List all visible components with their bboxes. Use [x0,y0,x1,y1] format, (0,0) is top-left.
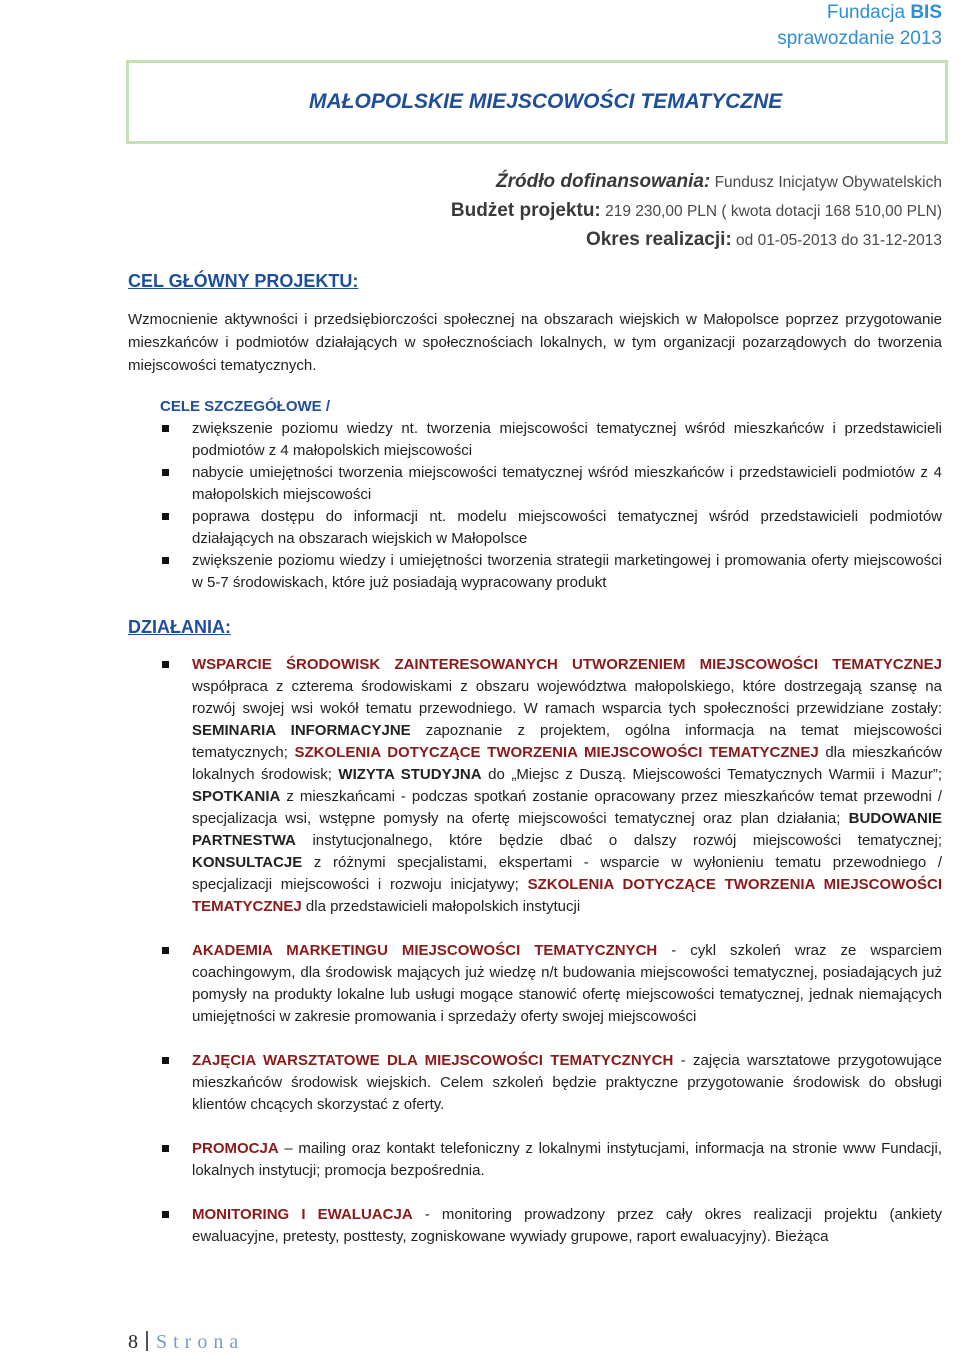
actions-list [160,654,942,1248]
action-item-academy: AKADEMIA MARKETINGU MIEJSCOWOŚCI TEMATYCZNYCH - cykl szkoleń wraz ze wsparciem coachingowym, dla środowisk mających już wiedzę n/t budowania miejscowości tematycznej, posiadających już pomysły na produkty lokalne lub usługi mogące stanowić ofertę miejscowości tematycznej, jednak niemających umiejętności w zakresie promowania i sprzedaży oferty swojej miejscowości [160,940,942,1028]
funding-source: Źródło dofinansowania: Fundusz Inicjatyw Obywatelskich [495,171,942,192]
specific-goals [160,396,942,594]
page-footer [128,1331,244,1354]
action-item-workshops: ZAJĘCIA WARSZTATOWE DLA MIEJSCOWOŚCI TEMATYCZNYCH - zajęcia warsztatowe przygotowujące mieszkańców środowisk wiejskich. Celem szkoleń będzie praktyczne przygotowanie środowisk do obsługi klientów chcących skorzystać z oferty. [160,1050,942,1116]
list-item: zwiększenie poziomu wiedzy i umiejętności tworzenia strategii marketingowej i promowania oferty miejscowości w 5-7 środowiskach, które już posiadają wypracowany produkt [160,550,942,594]
main-goal-text: Wzmocnienie aktywności i przedsiębiorczości społecznej na obszarach wiejskich w Małopolsce poprzez przygotowanie mieszkańców i podmiotów działających w społecznościach lokalnych, w tym organizacji pozarządowych do tworzenia miejscowości tematycznych. [128,311,942,374]
list-item: zwiększenie poziomu wiedzy nt. tworzenia miejscowości tematycznej wśród mieszkańców i przedstawicieli podmiotów z 4 małopolskich miejscowości [160,418,942,462]
action-item-monitoring: MONITORING I EWALUACJA - monitoring prowadzony przez cały okres realizacji projektu (ankiety ewaluacyjne, pretesty, posttesty, zogniskowane wywiady grupowe, raport ewaluacyjny). Bieżąca [160,1204,942,1248]
actions-list-wrap [160,654,942,1270]
project-title: MAŁOPOLSKIE MIEJSCOWOŚCI TEMATYCZNE [309,90,783,113]
footer-divider [146,1331,148,1351]
action-item-promotion: PROMOCJA – mailing oraz kontakt telefoniczny z lokalnymi instytucjami, informacja na stronie www Fundacji, lokalnych instytucji; promocja bezpośrednia. [160,1138,942,1182]
project-period: Okres realizacji: od 01-05-2013 do 31-12-2013 [585,229,942,250]
action-item-support: WSPARCIE ŚRODOWISK ZAINTERESOWANYCH UTWORZENIEM MIEJSCOWOŚCI TEMATYCZNEJ współpraca z czterema środowiskami z obszaru województwa małopolskiego, które dostrzegają szansę na rozwój swojej wsi wokół tematu przewodniego. W ramach wsparcia tych społeczności przewidziane zostały: SEMINARIA INFORMACYJNE zapoznanie z projektem, ogólna informacja na temat miejscowości tematycznych; SZKOLENIA DOTYCZĄCE TWORZENIA MIEJSCOWOŚCI TEMATYCZNEJ dla mieszkańców lokalnych środowisk; WIZYTA STUDYJNA do „Miejsc z Duszą. Miejscowości Tematycznych Warmii i Mazur”; SPOTKANIA z mieszkańcami - podczas spotkań zostanie opracowany przez mieszkańców temat przewodni / specjalizacja wsi, wstępne pomysły na ofertę miejscowości tematycznej oraz plan działania; BUDOWANIE PARTNESTWA instytucjonalnego, które będzie dbać o dalszy rozwój miejscowości tematycznej; KONSULTACJE z różnymi specjalistami, ekspertami - wsparcie w wyłonieniu tematu przewodniego / specjalizacji miejscowości i rozwoju inicjatywy; SZKOLENIA DOTYCZĄCE TWORZENIA MIEJSCOWOŚCI TEMATYCZNEJ dla przedstawicieli małopolskich instytucji [160,654,942,918]
page-word: Strona [156,1331,245,1353]
page-number: 8 [128,1331,138,1353]
main-goal-heading: CEL GŁÓWNY PROJEKTU: [128,271,359,291]
list-item: nabycie umiejętności tworzenia miejscowości tematycznej wśród mieszkańców i przedstawicieli podmiotów z 4 małopolskich miejscowości [160,462,942,506]
page-header [777,0,942,52]
organization-name: Fundacja BIS [826,2,942,23]
specific-goals-heading: CELE SZCZEGÓŁOWE / [160,398,331,415]
actions-heading: DZIAŁANIA: [128,617,231,637]
title-box [126,60,948,144]
funding-info [451,168,942,255]
report-title: sprawozdanie 2013 [777,28,942,49]
list-item: poprawa dostępu do informacji nt. modelu miejscowości tematycznej wśród przedstawicieli podmiotów działających na obszarach wiejskich w Małopolsce [160,506,942,550]
project-budget: Budżet projektu: 219 230,00 PLN ( kwota dotacji 168 510,00 PLN) [450,200,942,221]
specific-goals-list [160,418,942,594]
